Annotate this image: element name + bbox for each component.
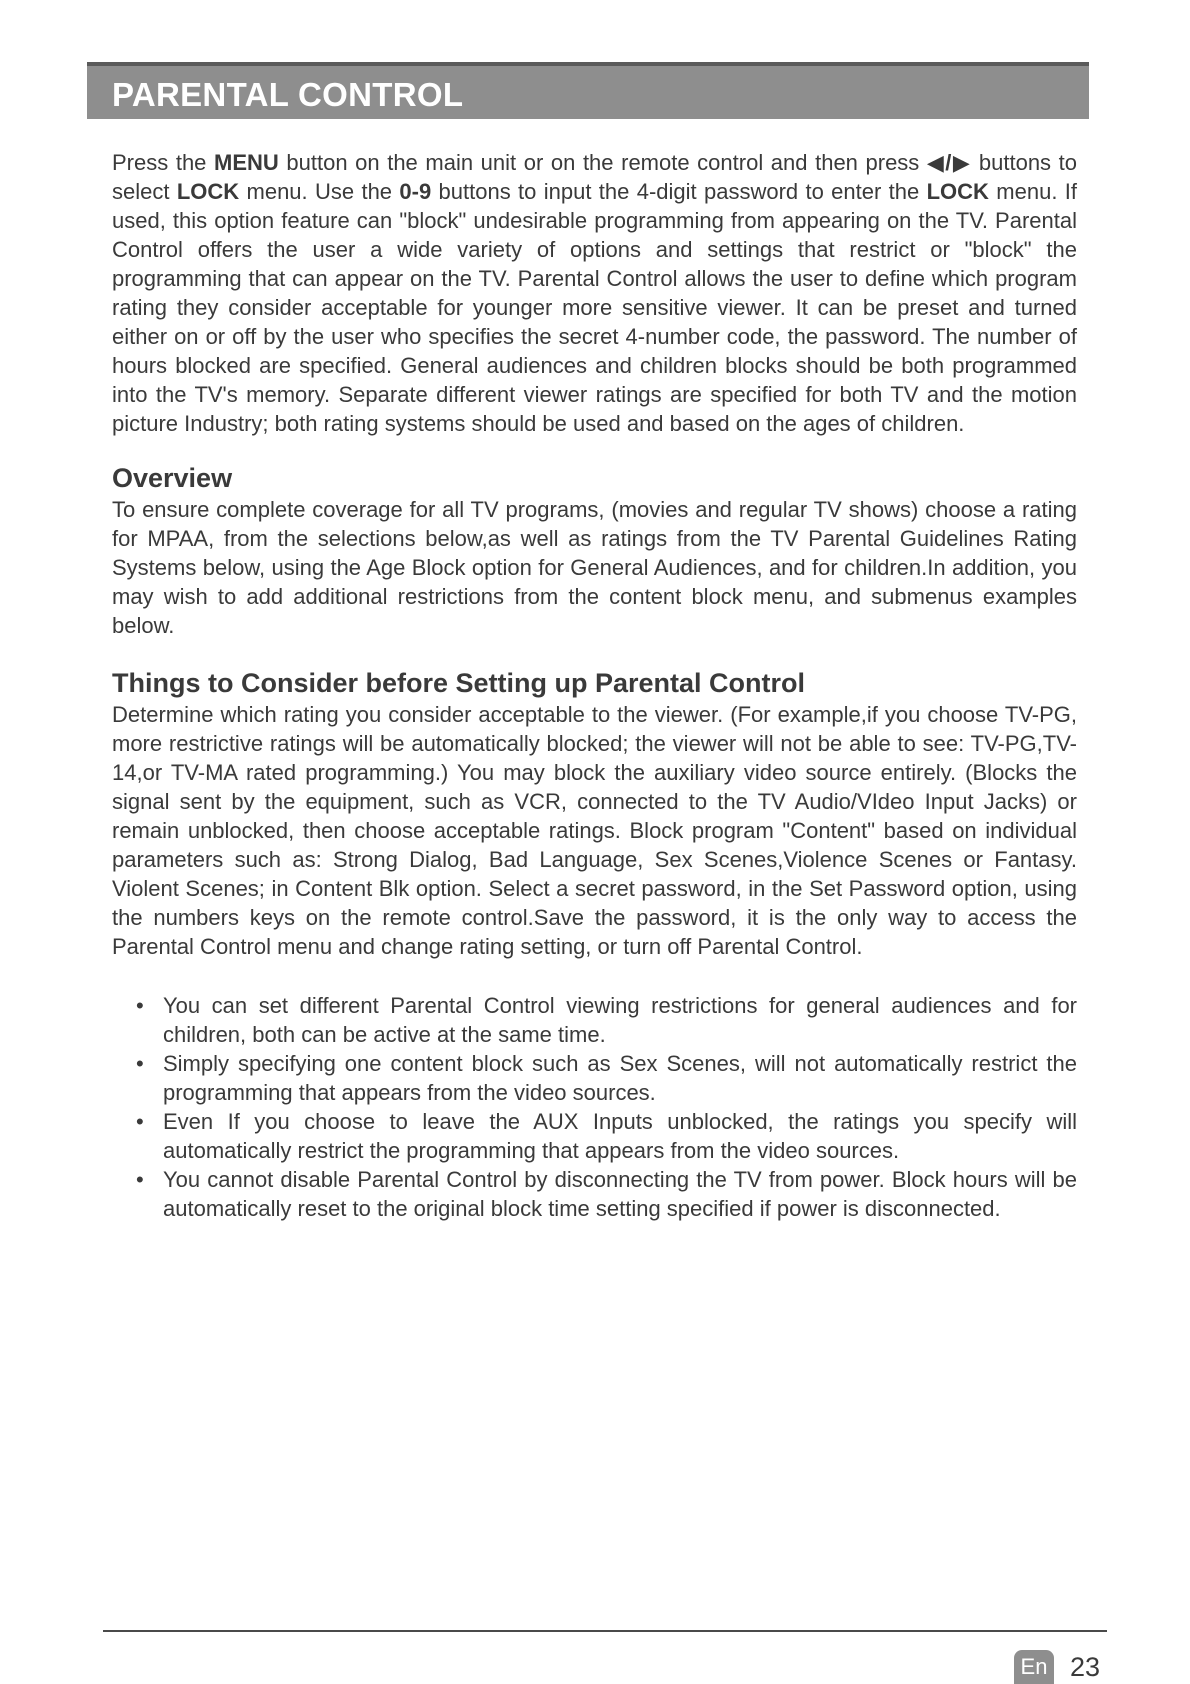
list-item xyxy=(112,1049,1077,1107)
list-item xyxy=(112,1107,1077,1165)
intro-text: button on the main unit or on the remote control and then press xyxy=(278,150,927,175)
intro-text: Press the xyxy=(112,150,215,175)
list-item-text: Simply specifying one content block such as Sex Scenes, will not automatically restrict the programming that appears from the video sources. xyxy=(163,1051,1077,1105)
bullet-icon: • xyxy=(136,1167,144,1192)
list-item-text: You cannot disable Parental Control by disconnecting the TV from power. Block hours will be automatically reset to the original block time setting specified if power is disconnected. xyxy=(163,1167,1077,1221)
digits-keyword: 0-9 xyxy=(399,179,432,204)
intro-paragraph xyxy=(112,148,1077,438)
intro-text: menu. If used, this option feature can "block" undesirable programming from appearing on the TV. Parental Control offers the user a wide variety of options and settings that restrict or "block" the programming that can appear on the TV. Parental Control allows the user to define which program rating they consider acceptable for younger more sensitive viewer. It can be preset and turned either on or off by the user who specifies the secret 4-number code, the password. The number of hours blocked are specified. General audiences and children blocks should be both programmed into the TV's memory. Separate different viewer ratings are specified for both TV and the motion picture Industry; both rating systems should be used and based on the ages of children. xyxy=(112,179,1077,436)
intro-text: buttons to input the 4-digit password to enter the xyxy=(431,179,927,204)
things-to-consider-heading: Things to Consider before Setting up Parental Control xyxy=(112,668,806,698)
section-header-bar xyxy=(87,62,1089,119)
bullet-icon: • xyxy=(136,1051,144,1076)
lock-keyword: LOCK xyxy=(926,179,989,204)
main-content xyxy=(112,148,1077,1223)
list-item-text: Even If you choose to leave the AUX Inputs unblocked, the ratings you specify will automatically restrict the programming that appears from the video sources. xyxy=(163,1109,1077,1163)
bullet-icon: • xyxy=(136,1109,144,1134)
language-badge: En xyxy=(1014,1650,1054,1684)
page-title: PARENTAL CONTROL xyxy=(112,76,464,113)
overview-heading: Overview xyxy=(112,463,233,493)
notes-list xyxy=(112,991,1077,1223)
lock-keyword: LOCK xyxy=(176,179,240,204)
left-right-arrow-icon: ◀/▶ xyxy=(926,150,972,175)
menu-keyword: MENU xyxy=(214,150,279,175)
footer-divider xyxy=(103,1630,1107,1632)
bullet-icon: • xyxy=(136,993,144,1018)
page-number: 23 xyxy=(1070,1652,1101,1682)
intro-text: menu. Use the xyxy=(239,179,400,204)
intro-text: buttons to select xyxy=(112,150,1077,204)
overview-paragraph: To ensure complete coverage for all TV programs, (movies and regular TV shows) choose a rating for MPAA, from the selections below,as well as ratings from the TV Parental Guidelines Rating Systems below, using the Age Block option for General Audiences, and for children.In addition, you may wish to add additional restrictions from the content block menu, and submenus examples below. xyxy=(112,497,1077,638)
things-to-consider-paragraph: Determine which rating you consider acceptable to the viewer. (For example,if you choose TV-PG, more restrictive ratings will be automatically blocked; the viewer will not be able to see: TV-PG,TV-14,or TV-MA rated programming.) You may block the auxiliary video source entirely. (Blocks the signal sent by the equipment, such as VCR, connected to the TV Audio/VIdeo Input Jacks) or remain unblocked, then choose acceptable ratings. Block program "Content" based on individual parameters such as: Strong Dialog, Bad Language, Sex Scenes,Violence Scenes or Fantasy. Violent Scenes; in Content Blk option. Select a secret password, in the Set Password option, using the numbers keys on the remote control.Save the password, it is the only way to access the Parental Control menu and change rating setting, or turn off Parental Control. xyxy=(112,702,1077,959)
list-item xyxy=(112,1165,1077,1223)
list-item-text: You can set different Parental Control viewing restrictions for general audiences and for children, both can be active at the same time. xyxy=(163,993,1077,1047)
list-item xyxy=(112,991,1077,1049)
